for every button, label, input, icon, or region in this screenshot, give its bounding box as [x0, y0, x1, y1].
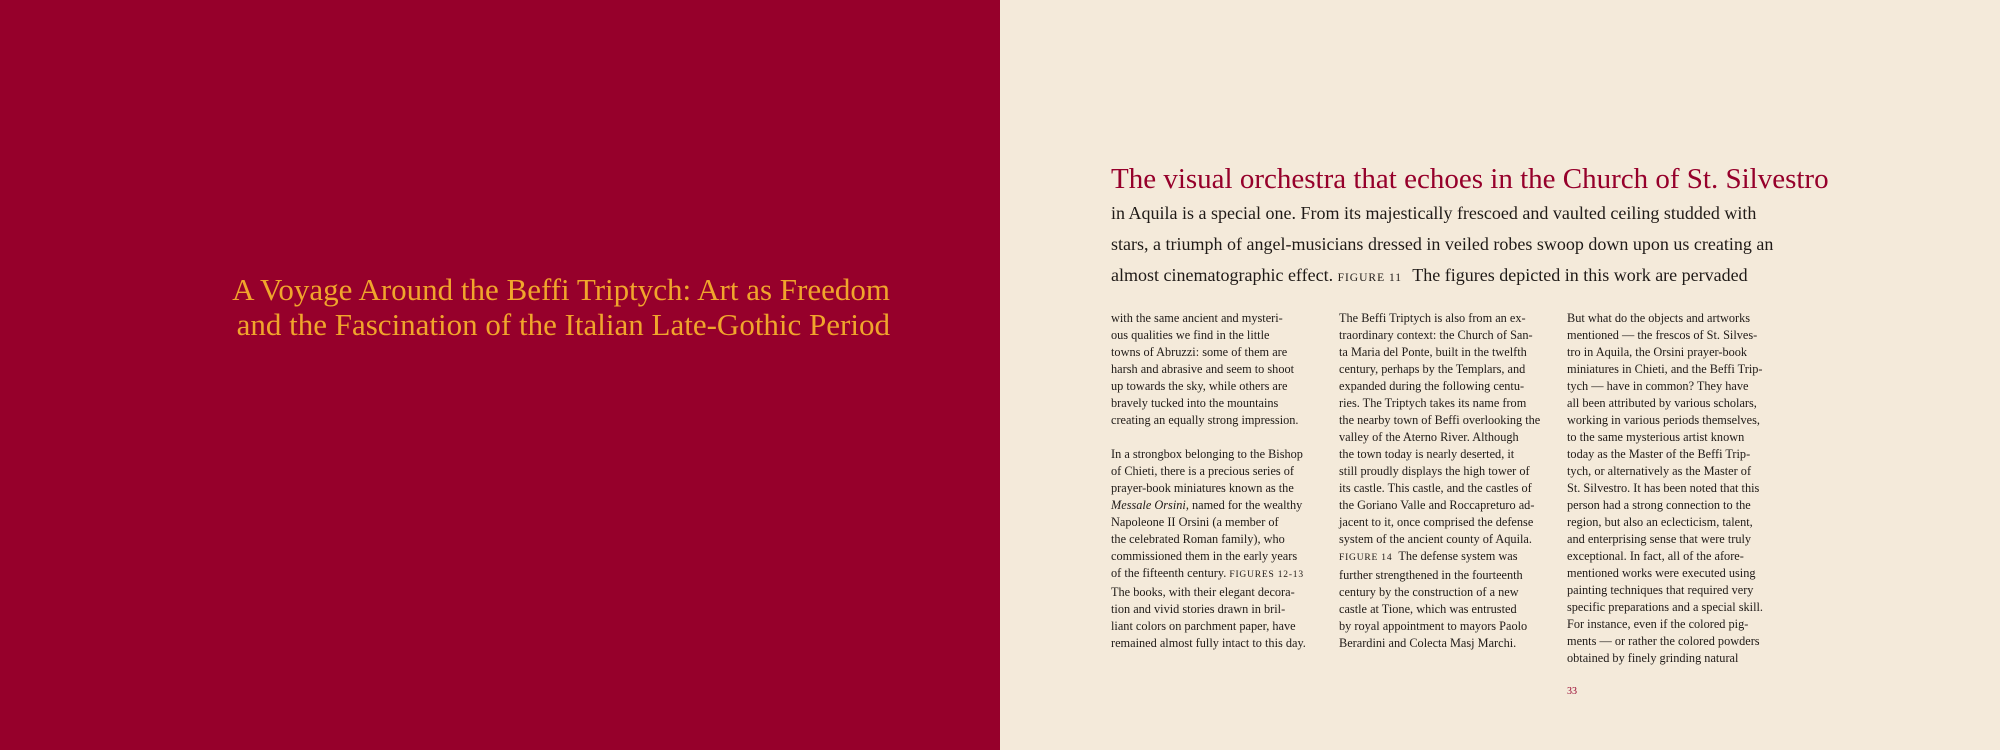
column-line: by royal appointment to mayors Paolo	[1339, 619, 1528, 633]
column-line: century, perhaps by the Templars, and	[1339, 362, 1526, 376]
column-line: mentioned works were executed using	[1567, 566, 1756, 580]
column-line: region, but also an eclecticism, talent,	[1567, 515, 1753, 529]
column-line: still proudly displays the high tower of	[1339, 464, 1530, 478]
intro-paragraph	[1111, 160, 1831, 294]
column-line: exceptional. In fact, all of the afore-	[1567, 549, 1744, 563]
column-line: prayer-book miniatures known as the	[1111, 481, 1294, 495]
column-line: with the same ancient and mysteri-	[1111, 311, 1283, 325]
page-number: 33	[1567, 686, 1577, 697]
column-line: tion and vivid stories drawn in bril-	[1111, 602, 1286, 616]
column-line	[1111, 497, 1326, 514]
column-line: commissioned them in the early years	[1111, 549, 1298, 563]
column-line: ous qualities we find in the little	[1111, 328, 1270, 342]
figure-reference: FIGURE 14	[1339, 553, 1393, 563]
column-line: the celebrated Roman family), who	[1111, 532, 1285, 546]
column-line: creating an equally strong impression.	[1111, 413, 1299, 427]
column-line: today as the Master of the Beffi Trip-	[1567, 447, 1751, 461]
column-line: up towards the sky, while others are	[1111, 379, 1288, 393]
column-line-text: of the fifteenth century.	[1111, 566, 1227, 580]
figure-reference: FIGURES 12-13	[1229, 570, 1304, 580]
column-line: all been attributed by various scholars,	[1567, 396, 1757, 410]
chapter-title	[150, 272, 890, 342]
column-line: Berardini and Colecta Masj Marchi.	[1339, 636, 1517, 650]
column-line: to the same mysterious artist known	[1567, 430, 1745, 444]
column-line: obtained by finely grinding natural	[1567, 651, 1739, 665]
column-line: In a strongbox belonging to the Bishop	[1111, 447, 1303, 461]
column-line-text: The defense system was	[1398, 549, 1518, 563]
column-line: ta Maria del Ponte, built in the twelfth	[1339, 345, 1527, 359]
column-line	[1339, 548, 1554, 567]
intro-line-text: The figures depicted in this work are pervaded	[1412, 265, 1748, 285]
column-line: and enterprising sense that were truly	[1567, 532, 1752, 546]
column-line: castle at Tione, which was entrusted	[1339, 602, 1517, 616]
italic-title: Messale Orsini	[1111, 498, 1186, 512]
column-line: tro in Aquila, the Orsini prayer-book	[1567, 345, 1748, 359]
column-line: St. Silvestro. It has been noted that this	[1567, 481, 1760, 495]
column-line: expanded during the following centu-	[1339, 379, 1525, 393]
column-line: of Chieti, there is a precious series of	[1111, 464, 1295, 478]
intro-line: in Aquila is a special one. From its majestically frescoed and vaulted ceiling studded with	[1111, 203, 1757, 223]
intro-line-text: almost cinematographic effect.	[1111, 265, 1334, 285]
column-line: working in various periods themselves,	[1567, 413, 1760, 427]
column-line: the Goriano Valle and Roccapreturo ad-	[1339, 498, 1535, 512]
column-line: the nearby town of Beffi overlooking the	[1339, 413, 1541, 427]
column-line	[1111, 565, 1326, 584]
column-line: system of the ancient county of Aquila.	[1339, 532, 1532, 546]
column-line: The books, with their elegant decora-	[1111, 585, 1295, 599]
column-line: But what do the objects and artworks	[1567, 311, 1751, 325]
column-line: tych, or alternatively as the Master of	[1567, 464, 1752, 478]
column-line: harsh and abrasive and seem to shoot	[1111, 362, 1295, 376]
chapter-title-line: and the Fascination of the Italian Late-Gothic Period	[236, 307, 890, 342]
column-line: Napoleone II Orsini (a member of	[1111, 515, 1279, 529]
column-line: century by the construction of a new	[1339, 585, 1519, 599]
column-line: bravely tucked into the mountains	[1111, 396, 1279, 410]
column-line: towns of Abruzzi: some of them are	[1111, 345, 1288, 359]
column-line: remained almost fully intact to this day.	[1111, 636, 1306, 650]
column-line: ries. The Triptych takes its name from	[1339, 396, 1527, 410]
column-line: person had a strong connection to the	[1567, 498, 1751, 512]
column-line: its castle. This castle, and the castles of	[1339, 481, 1532, 495]
column-line: The Beffi Triptych is also from an ex-	[1339, 311, 1526, 325]
column-line: tych — have in common? They have	[1567, 379, 1749, 393]
column-line: valley of the Aterno River. Although	[1339, 430, 1519, 444]
figure-reference: FIGURE 11	[1337, 272, 1403, 284]
column-line: specific preparations and a special skill.	[1567, 600, 1763, 614]
column-line: further strengthened in the fourteenth	[1339, 568, 1523, 582]
intro-lead-line: The visual orchestra that echoes in the Church of St. Silvestro	[1111, 163, 1829, 195]
text-column-3	[1567, 310, 1782, 667]
column-line: ments — or rather the colored powders	[1567, 634, 1760, 648]
column-line: painting techniques that required very	[1567, 583, 1754, 597]
column-line: jacent to it, once comprised the defense	[1339, 515, 1534, 529]
paragraph-gap	[1111, 429, 1326, 446]
intro-line	[1111, 260, 1831, 294]
text-column-1	[1111, 310, 1326, 652]
chapter-title-line: A Voyage Around the Beffi Triptych: Art as Freedom	[232, 272, 890, 307]
intro-line: stars, a triumph of angel-musicians dressed in veiled robes swoop down upon us creating an	[1111, 234, 1774, 254]
text-column-2	[1339, 310, 1554, 652]
right-page	[1000, 0, 2000, 750]
column-line: miniatures in Chieti, and the Beffi Trip-	[1567, 362, 1763, 376]
column-line: For instance, even if the colored pig-	[1567, 617, 1749, 631]
column-line: mentioned — the frescos of St. Silves-	[1567, 328, 1758, 342]
column-line: the town today is nearly deserted, it	[1339, 447, 1515, 461]
column-line: traordinary context: the Church of San-	[1339, 328, 1533, 342]
column-line: liant colors on parchment paper, have	[1111, 619, 1296, 633]
column-line-text: , named for the wealthy	[1185, 498, 1303, 512]
